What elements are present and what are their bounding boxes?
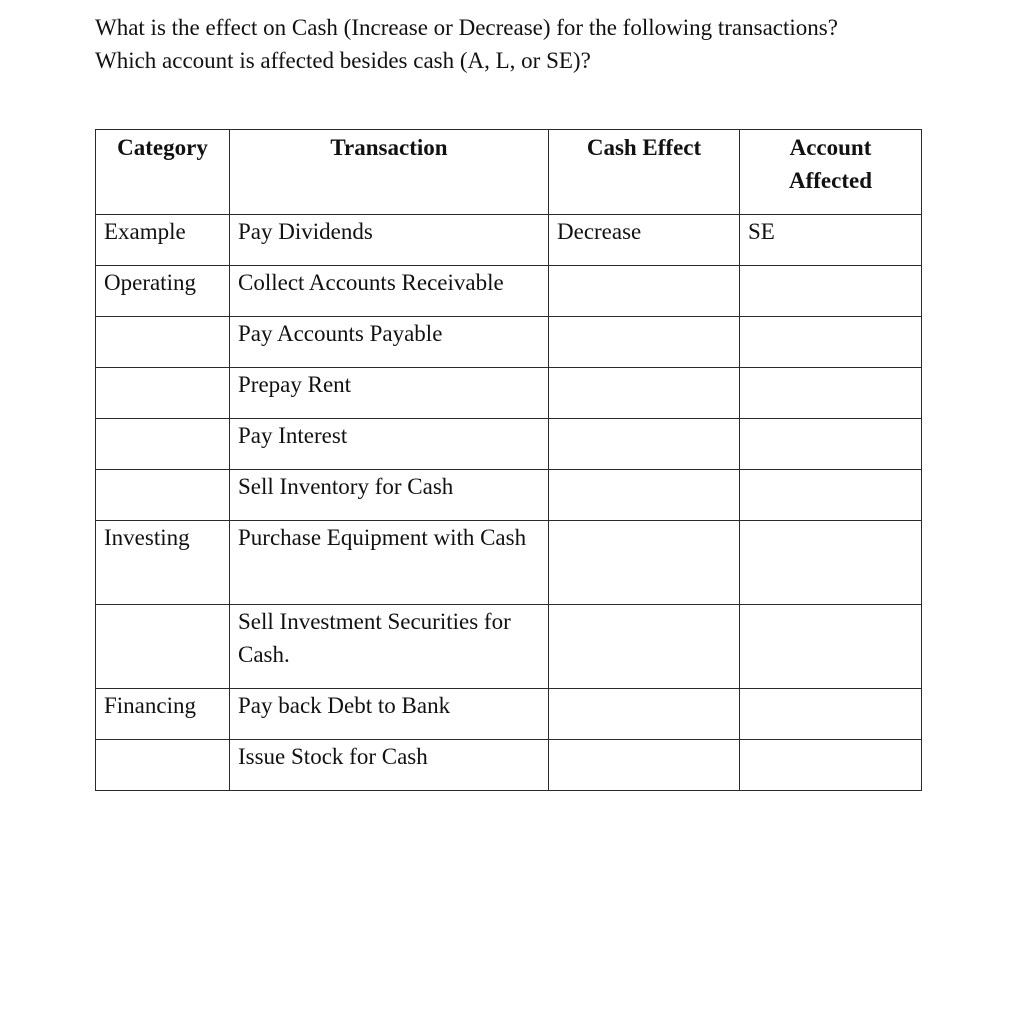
table-row [96,740,922,791]
account-affected-cell[interactable] [740,368,922,419]
table-row [96,521,922,605]
cash-effect-cell[interactable] [549,266,740,317]
cash-effect-cell[interactable] [549,740,740,791]
cash-effect-cell: Decrease [549,215,740,266]
cash-effect-cell[interactable] [549,470,740,521]
header-account-affected: Account Affected [740,130,922,215]
question-line-1: What is the effect on Cash (Increase or Decrease) for the following transactions? [95,15,838,40]
transaction-cell: Prepay Rent [230,368,549,419]
table-header-row [96,130,922,215]
cash-effect-cell[interactable] [549,317,740,368]
table-row [96,215,922,266]
question-line-2: Which account is affected besides cash (A, L, or SE)? [95,47,591,73]
header-category: Category [96,130,230,215]
account-affected-cell: SE [740,215,922,266]
category-cell: Financing [96,689,230,740]
category-cell [96,419,230,470]
account-affected-cell[interactable] [740,689,922,740]
account-affected-cell[interactable] [740,605,922,689]
cash-effect-cell[interactable] [549,689,740,740]
transaction-cell: Pay Dividends [230,215,549,266]
table-row [96,266,922,317]
transaction-cell: Purchase Equipment with Cash [230,521,549,605]
cash-effect-cell[interactable] [549,605,740,689]
category-cell [96,470,230,521]
question-text [95,12,975,77]
category-cell [96,605,230,689]
category-cell: Operating [96,266,230,317]
account-affected-cell[interactable] [740,419,922,470]
header-transaction: Transaction [230,130,549,215]
cash-effect-cell[interactable] [549,368,740,419]
table-row [96,419,922,470]
table-row [96,317,922,368]
table-row [96,689,922,740]
account-affected-cell[interactable] [740,266,922,317]
category-cell [96,368,230,419]
table-row [96,368,922,419]
transaction-cell: Issue Stock for Cash [230,740,549,791]
category-cell [96,740,230,791]
transaction-cell: Sell Investment Securities for Cash. [230,605,549,689]
transactions-table [95,129,922,791]
transaction-cell: Pay Interest [230,419,549,470]
table-row [96,605,922,689]
transaction-cell: Pay back Debt to Bank [230,689,549,740]
transaction-cell: Collect Accounts Receivable [230,266,549,317]
category-cell: Investing [96,521,230,605]
transaction-cell: Sell Inventory for Cash [230,470,549,521]
category-cell [96,317,230,368]
category-cell: Example [96,215,230,266]
account-affected-cell[interactable] [740,740,922,791]
table-row [96,470,922,521]
cash-effect-cell[interactable] [549,521,740,605]
account-affected-cell[interactable] [740,521,922,605]
account-affected-cell[interactable] [740,317,922,368]
transaction-cell: Pay Accounts Payable [230,317,549,368]
cash-effect-cell[interactable] [549,419,740,470]
header-cash-effect: Cash Effect [549,130,740,215]
account-affected-cell[interactable] [740,470,922,521]
